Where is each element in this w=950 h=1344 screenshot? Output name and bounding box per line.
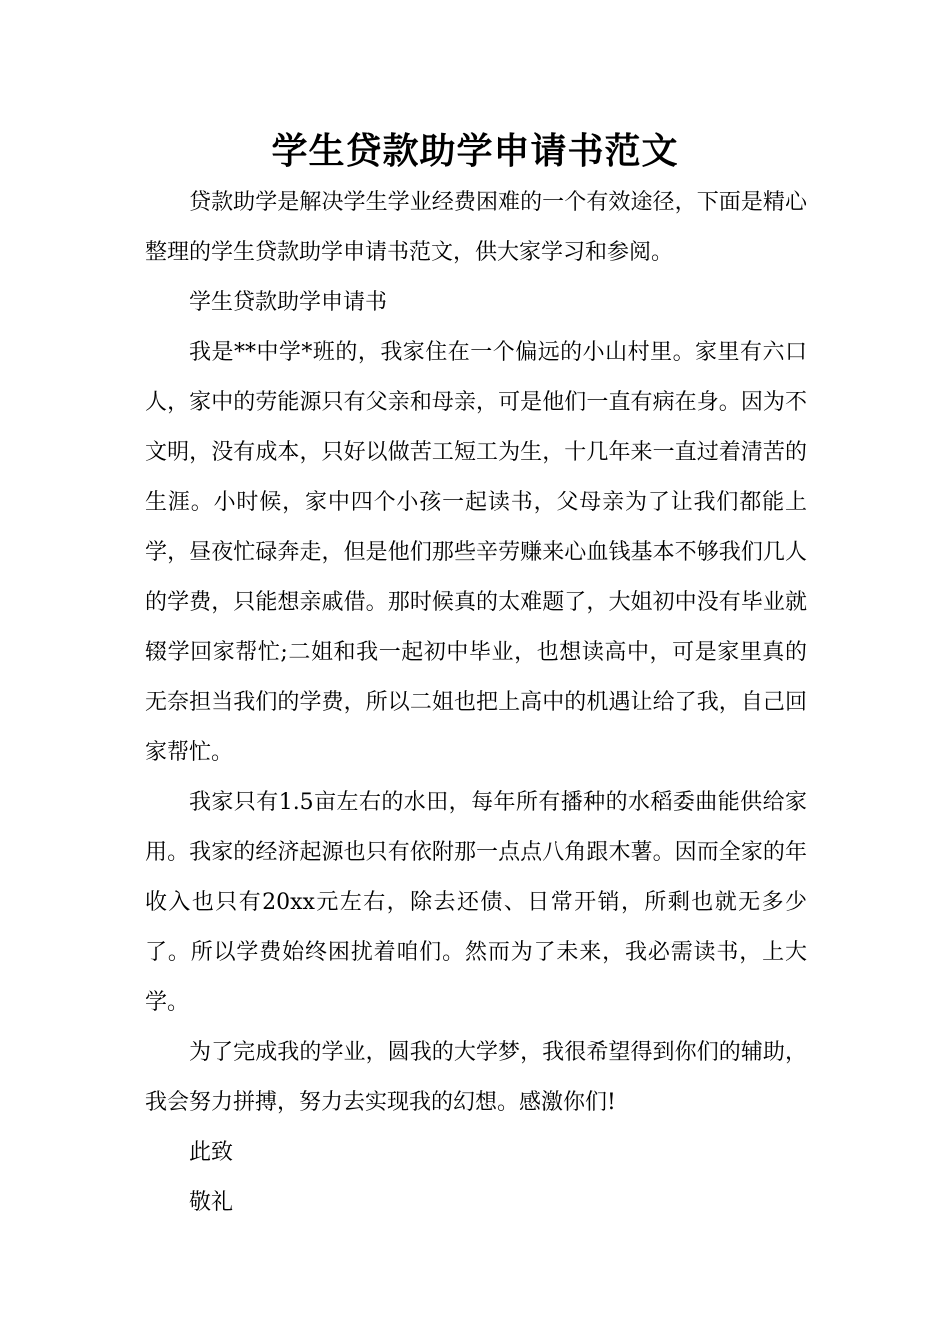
intro-paragraph: 贷款助学是解决学生学业经费困难的一个有效途径，下面是精心整理的学生贷款助学申请书范文，供大家学习和参阅。 bbox=[145, 190, 807, 265]
document-title: 学生贷款助学申请书范文 bbox=[271, 131, 679, 172]
letter-heading: 学生贷款助学申请书 bbox=[189, 290, 388, 315]
closing-regards: 敬礼 bbox=[189, 1190, 234, 1215]
body-paragraph-request: 为了完成我的学业，圆我的大学梦，我很希望得到你们的辅助，我会努力拼搏，努力去实现我的幻想。感激你们! bbox=[145, 1040, 807, 1115]
body-paragraph-family: 我是**中学*班的，我家住在一个偏远的小山村里。家里有六口人，家中的劳能源只有父亲和母亲，可是他们一直有病在身。因为不文明，没有成本，只好以做苦工短工为生，十几年来一直过着清苦的生涯。小时候，家中四个小孩一起读书，父母亲为了让我们都能上学，昼夜忙碌奔走，但是他们那些辛劳赚来心血钱基本不够我们几人的学费，只能想亲戚借。那时候真的太难题了，大姐初中没有毕业就辍学回家帮忙;二姐和我一起初中毕业，也想读高中，可是家里真的无奈担当我们的学费，所以二姐也把上高中的机遇让给了我，自己回家帮忙。 bbox=[145, 340, 807, 765]
document-body bbox=[145, 178, 807, 1228]
body-paragraph-income: 我家只有1.5亩左右的水田，每年所有播种的水稻委曲能供给家用。我家的经济起源也只有依附那一点点八角跟木薯。因而全家的年收入也只有20xx元左右，除去还债、日常开销，所剩也就无多少了。所以学费始终困扰着咱们。然而为了未来，我必需读书，上大学。 bbox=[145, 790, 807, 1015]
closing-salutation: 此致 bbox=[189, 1140, 234, 1165]
